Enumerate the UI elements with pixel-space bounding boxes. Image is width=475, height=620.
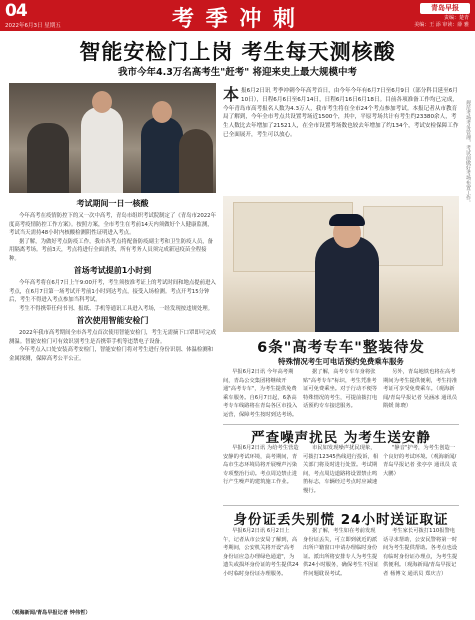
article-column: 据了解，考生如在考前发现身份证丢失，可立即到就近的派出所户籍窗口申请办理临时身份证。派出所将安排专人为考生提供24小时服务，确保考生不因证件问题耽误考试。 (303, 528, 379, 577)
article-subheadline: 特殊情况考生可电话预约免费乘车服务 (278, 357, 404, 366)
brand-logo: 青岛早报 (420, 3, 470, 14)
article-paragraph: 今年高考将在6月7日上午9:00开考，考生须按准考证上的考试时间和地点提前进入考点，在6月7日第一场考试开考前1小时到达考点，接受入场检测。考点开考15分钟后，考生不得进入考点参加当科考试。 (9, 280, 216, 303)
photo-caption: 规范考场考务管理，考试前做好考场布置工作。 (465, 100, 471, 205)
article-column: 据了解，高考专车车身将张贴"高考专车"标识，考生凭准考证可免费乘坐。对于行动不便等特殊情况的考生，可提前拨打电话预约专车接送服务。 (303, 369, 378, 409)
article-paragraph: 今年考点入口处安装高考安检门，智能安检门将对考生进行身份识别、体温检测和金属探测，保障高考公平公正。 (9, 347, 214, 362)
article-paragraph: 2022年我市高考期间全市各考点首次使用智能安检门，考生无需摘下口罩即可完成测温。智能安检门可有效识别考生是否携带手机等违禁电子设备。 (9, 330, 217, 345)
article-column: 早报6月2日讯 为给考生营造安静的考试环境，高考期间，青岛市生态环境局将开展噪声污染专项整治行动。考点周边禁止进行产生噪声的建筑施工作业。 (223, 445, 299, 485)
section-heading: 考试期间一日一核酸 (76, 199, 149, 208)
article-credit: （观海新闻/青岛早报记者 钟伟哲） (9, 610, 91, 616)
page-header (0, 0, 475, 31)
article-headline: 严查噪声扰民 为考生送安静 (251, 430, 431, 446)
lead-paragraph (223, 87, 459, 140)
article-column: 考生家长可拨打110报警电话寻求帮助，公安民警将第一时间为考生提供帮助。各考点也设有临时身份证办理点，为考生提供便利。（观海新闻/青岛早报记者 杨博文 通讯员 郑庆吉） (383, 528, 458, 577)
editor-credits (414, 15, 469, 29)
article-column: 早报6月2日讯 今年高考期间，青岛公交集团将继续开通"高考专车"，为考生提供免费乘车服务。自6月7日起，6条高考专车线路将在青岛各区市投入运营，保障考生按时到达考场。 (223, 369, 298, 418)
officer-photo (223, 196, 459, 332)
article-headline: 6条"高考专车"整装待发 (257, 340, 425, 356)
article-column: 另外，青岛地铁也将在高考期间为考生提供便利，考生持准考证可享受免费乘车。（观海新闻/青岛早报记者 吴涵冰 通讯员 隋媛 陈晓） (383, 369, 458, 409)
section-heading: 首场考试提前1小时到 (73, 266, 152, 275)
article-paragraph: 考生不得携带任何书刊、报纸、手机等通讯工具进入考场，一经发现按违规处理。 (19, 305, 214, 312)
left-article (9, 196, 216, 363)
credit-line: 责编：楚青 (443, 15, 469, 21)
article-column: 早报6月2日讯 6月2日上午，记者从市公安局了解到，高考期间，公安机关将开设"高考身份证应急办理绿色通道"，为遗失或损坏身份证的考生提供24小时临时身份证办理服务。 (223, 528, 299, 577)
section-heading: 首次使用智能安检门 (76, 316, 149, 325)
drop-cap: 本 (223, 85, 240, 104)
divider (223, 505, 459, 506)
section-title: 考 季 冲 刺 (172, 7, 297, 32)
article-column: "静音"护考，为考生创造一个良好的考试环境。（观海新闻/青岛早报记者 张亭亭 通讯员 袁大鹏） (383, 445, 457, 477)
issue-date: 2022年6月3日 星期五 (5, 23, 61, 29)
sub-headline: 我市今年4.3万名高考生"赶考" 将迎来史上最大规模中考 (117, 67, 358, 78)
divider (223, 424, 459, 425)
article-paragraph: 据了解，为做好考点防疫工作，我市各考点将配备防疫副主考和卫生防疫人员，备用隔离考场。考前3天，考点将进行全面消杀，所有考务人员须完成新冠疫苗全程接种。 (9, 238, 214, 262)
exam-checkin-photo (9, 83, 216, 193)
credit-line: 美编：王 添 审读：薛 雅 (414, 22, 469, 28)
lead-text: 报6月2日讯 考季冲刺今年高考首日，由今年今年有6月7日至6月9日（部分科目延至6月10日），日程6月6日至6月14日，日程6月16日6月18日。目前各项准备工作均已完成，今年青岛市高考报名人数为4.3万人，我市考生将在全市24个考点参加考试。本报记者从市教育局了解到，今年全市考点共设置考场近1500个，其中，平原考场共计有考生约23380余人，考生人数比去年增加了21521人，在全市设置考场数也较去年增加了约134个，考试安检保障工作已全面展开，考生可以放心。 (223, 88, 459, 138)
article-headline: 身份证丢失别慌 24小时送证取证 (233, 512, 449, 528)
article-column: 市民如发现噪声扰民现象，可拨打12345热线进行投诉，相关部门将及时进行处置。考试期间，考点周边道路将设置禁止鸣笛标志，车辆经过考点时应减速慢行。 (303, 445, 379, 494)
article-paragraph: 今年高考在疫情防控下的又一次中高考，青岛市组织考试院制定了《青岛市2022年度高考疫情防控工作方案》。按照方案，全市考生在考前14天内须做好个人健康监测，考试当天需持48小时内核酸检测阴性证明进入考点。 (9, 213, 217, 236)
main-headline: 智能安检门上岗 考生每天测核酸 (79, 40, 396, 64)
page-number: 04 (5, 1, 27, 21)
